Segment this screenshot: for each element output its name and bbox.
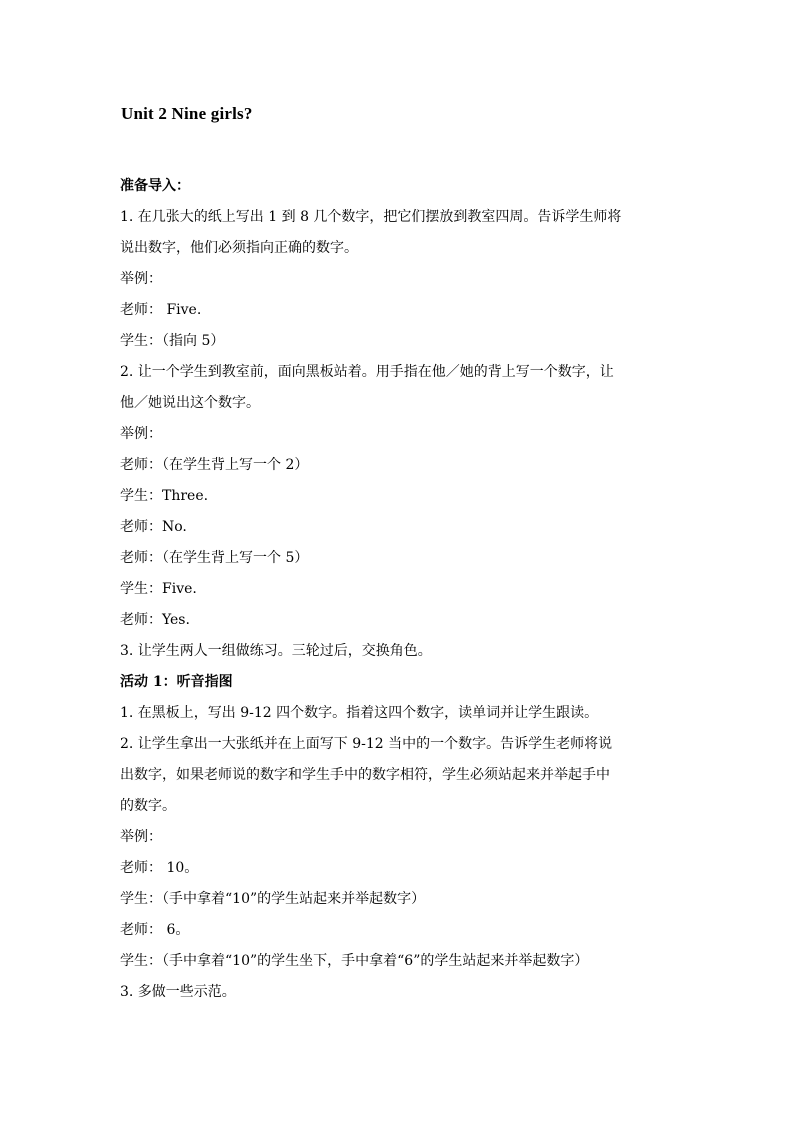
body-line: 老师： Five. <box>120 302 202 318</box>
body-line: 的数字。 <box>120 798 176 814</box>
section-heading: 活动 1：听音指图 <box>120 674 233 690</box>
body-line: 老师： 6。 <box>120 922 190 938</box>
body-line: 1. 在黑板上，写出 9-12 四个数字。指着这四个数字，读单词并让学生跟读。 <box>120 705 599 721</box>
section-heading: 准备导入： <box>120 178 190 194</box>
body-line: 老师： 10。 <box>120 860 199 876</box>
body-line: 举例： <box>120 829 162 845</box>
body-line: 2. 让一个学生到教室前，面向黑板站着。用手指在他／她的背上写一个数字，让 <box>120 364 614 380</box>
body-line: 学生：Three. <box>120 488 209 504</box>
body-line: 学生：（手中拿着“10”的学生坐下，手中拿着“6”的学生站起来并举起数字） <box>120 953 589 969</box>
body-line: 说出数字，他们必须指向正确的数字。 <box>120 240 358 256</box>
body-line: 3. 让学生两人一组做练习。三轮过后，交换角色。 <box>120 643 432 659</box>
body-line: 学生：Five. <box>120 581 197 597</box>
document-title: Unit 2 Nine girls? <box>121 104 253 123</box>
body-line: 3. 多做一些示范。 <box>120 984 236 1000</box>
body-line: 学生：（指向 5） <box>120 333 225 349</box>
body-line: 举例： <box>120 426 162 442</box>
body-line: 1. 在几张大的纸上写出 1 到 8 几个数字，把它们摆放到教室四周。告诉学生师将 <box>120 209 622 225</box>
document-body <box>120 171 690 1008</box>
body-line: 出数字，如果老师说的数字和学生手中的数字相符，学生必须站起来并举起手中 <box>120 767 610 783</box>
body-line: 学生：（手中拿着“10”的学生站起来并举起数字） <box>120 891 426 907</box>
body-line: 他／她说出这个数字。 <box>120 395 260 411</box>
body-line: 老师：Yes. <box>120 612 190 628</box>
body-line: 老师：No. <box>120 519 187 535</box>
body-line: 老师：（在学生背上写一个 5） <box>120 550 309 566</box>
body-line: 举例： <box>120 271 162 287</box>
body-line: 老师：（在学生背上写一个 2） <box>120 457 309 473</box>
body-line: 2. 让学生拿出一大张纸并在上面写下 9-12 当中的一个数字。告诉学生老师将说 <box>120 736 613 752</box>
